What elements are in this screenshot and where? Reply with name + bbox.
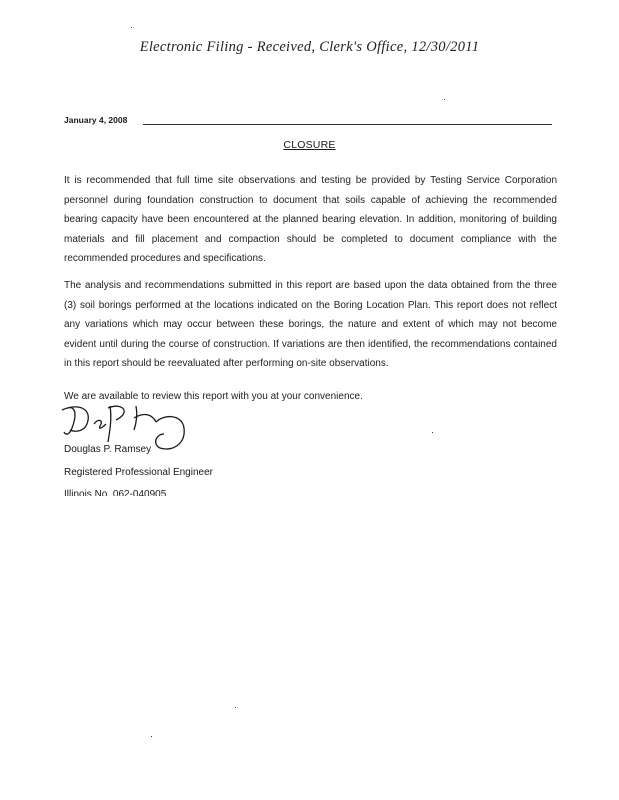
signer-license: Illinois No. 062-040905 [64,489,167,496]
date-line [64,115,552,129]
paragraph-availability: We are available to review this report with you at your convenience. [64,391,363,402]
filing-stamp: Electronic Filing - Received, Clerk's Office, 12/30/2011 [139,39,480,55]
section-heading: CLOSURE [283,139,336,151]
signer-title: Registered Professional Engineer [64,467,213,478]
signer-name: Douglas P. Ramsey [64,444,152,455]
header-rule [143,124,552,125]
letter-date: January 4, 2008 [64,115,128,125]
scan-speck [151,736,152,737]
paragraph-recommendation: It is recommended that full time site observations and testing be provided by Testing Service Corporation personnel during foundation construction to document that soils capable of achieving the recommended bearing capacity have been encountered at the planned bearing elevation. In addition, monitoring of building materials and fill placement and compaction should be completed to document compliance with the recommended procedures and specifications. [64,175,557,264]
scan-speck [432,432,433,433]
paragraph-analysis: The analysis and recommendations submitted in this report are based upon the data obtained from the three (3) soil borings performed at the locations indicated on the Boring Location Plan. This report does not reflect any variations which may occur between these borings, the nature and extent of which may not become evident until during the course of construction. If variations are then identified, the recommendations contained in this report should be reevaluated after performing on-site observations. [64,280,557,369]
scan-speck [444,99,445,100]
scan-speck [131,27,132,28]
scan-speck [235,707,236,708]
